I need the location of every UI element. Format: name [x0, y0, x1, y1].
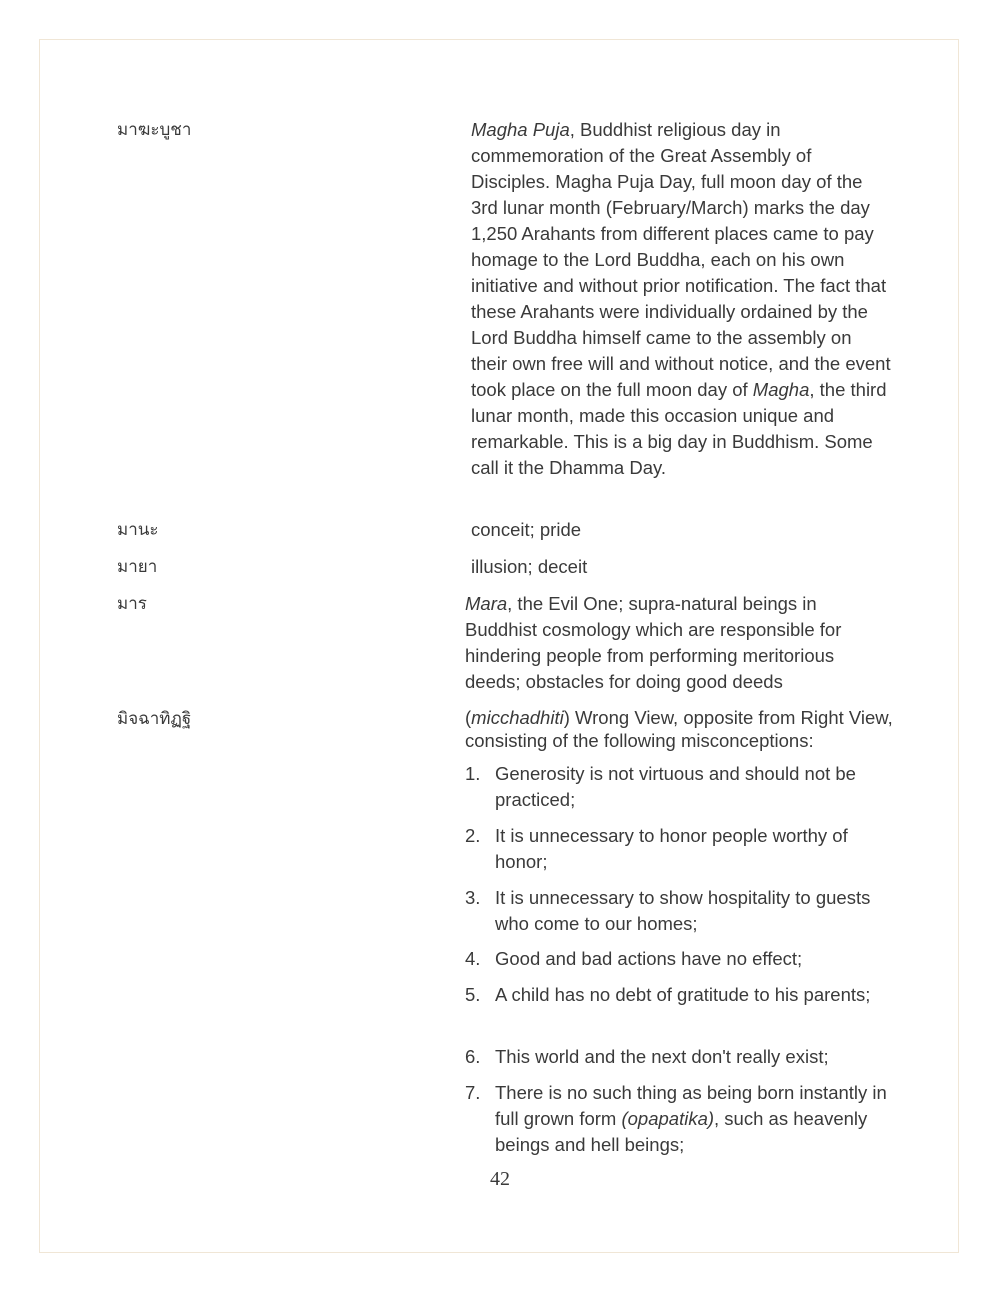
list-text — [495, 1044, 905, 1070]
def-text: conceit; pride — [471, 519, 582, 540]
def-text-italic: Magha — [752, 379, 810, 400]
list-text-part: There is no such thing as being born instantly in full grown form — [495, 1082, 887, 1129]
def-text: ( — [465, 707, 472, 728]
list-text-part: A child has no debt of gratitude to his parents; — [495, 984, 871, 1005]
list-number: 7. — [465, 1082, 481, 1103]
list-text — [495, 823, 905, 875]
def-text: illusion; deceit — [471, 556, 588, 577]
list-number: 3. — [465, 887, 481, 908]
entry-definition — [465, 591, 885, 695]
list-number: 1. — [465, 763, 481, 784]
def-text-italic: Magha Puja — [471, 119, 570, 140]
list-text-part: It is unnecessary to show hospitality to guests who come to our homes; — [495, 887, 871, 934]
list-text-part: This world and the next don't really exist; — [495, 1046, 829, 1067]
def-text: , the third lunar month, made this occasion unique and remarkable. This is a big day in Buddhism. Some call it the Dhamma Day. — [471, 379, 887, 478]
list-text — [495, 1080, 905, 1158]
entry-term: มาฆะบูชา — [117, 120, 192, 140]
entry-definition — [471, 117, 891, 481]
list-text — [495, 885, 905, 937]
list-text-part: , such as heavenly beings and hell beings; — [495, 1108, 868, 1155]
list-text-part: It is unnecessary to honor people worthy of honor; — [495, 825, 848, 872]
def-text: , Buddhist religious day in commemoration of the Great Assembly of Disciples. Magha Puja Day, full moon day of the 3rd lunar month (February/March) marks the day 1,250 Arahants from different places came to pay homage to the Lord Buddha, each on his own initiative and without prior notification. The fact that these Arahants were individually ordained by the Lord Buddha himself came to the assembly on their own free will and without notice, and the event took place on the full moon day of — [471, 119, 891, 400]
page-number: 42 — [490, 1168, 510, 1190]
entry-definition — [471, 517, 891, 543]
list-number: 2. — [465, 825, 481, 846]
list-text-part: Good and bad actions have no effect; — [495, 948, 803, 969]
list-text-italic: (opapatika) — [621, 1108, 715, 1129]
entry-definition — [465, 706, 895, 752]
def-text-italic: micchadhiti — [471, 707, 564, 728]
def-text: ) Wrong View, opposite from Right View, consisting of the following misconceptions: — [465, 707, 893, 751]
list-number: 5. — [465, 984, 481, 1005]
list-number: 4. — [465, 948, 481, 969]
list-text — [495, 982, 905, 1008]
entry-term: มายา — [117, 557, 158, 577]
def-text-italic: Mara — [465, 593, 508, 614]
entry-term: มานะ — [117, 520, 159, 540]
entry-term: มิจฉาทิฏฐิ — [117, 709, 192, 729]
def-text: , the Evil One; supra-natural beings in Buddhist cosmology which are responsible for hindering people from performing meritorious deeds; obstacles for doing good deeds — [465, 593, 842, 692]
list-text — [495, 946, 905, 972]
list-text — [495, 761, 905, 813]
entry-definition — [471, 554, 891, 580]
list-text-part: Generosity is not virtuous and should not be practiced; — [495, 763, 856, 810]
entry-term: มาร — [117, 594, 147, 614]
list-number: 6. — [465, 1046, 481, 1067]
